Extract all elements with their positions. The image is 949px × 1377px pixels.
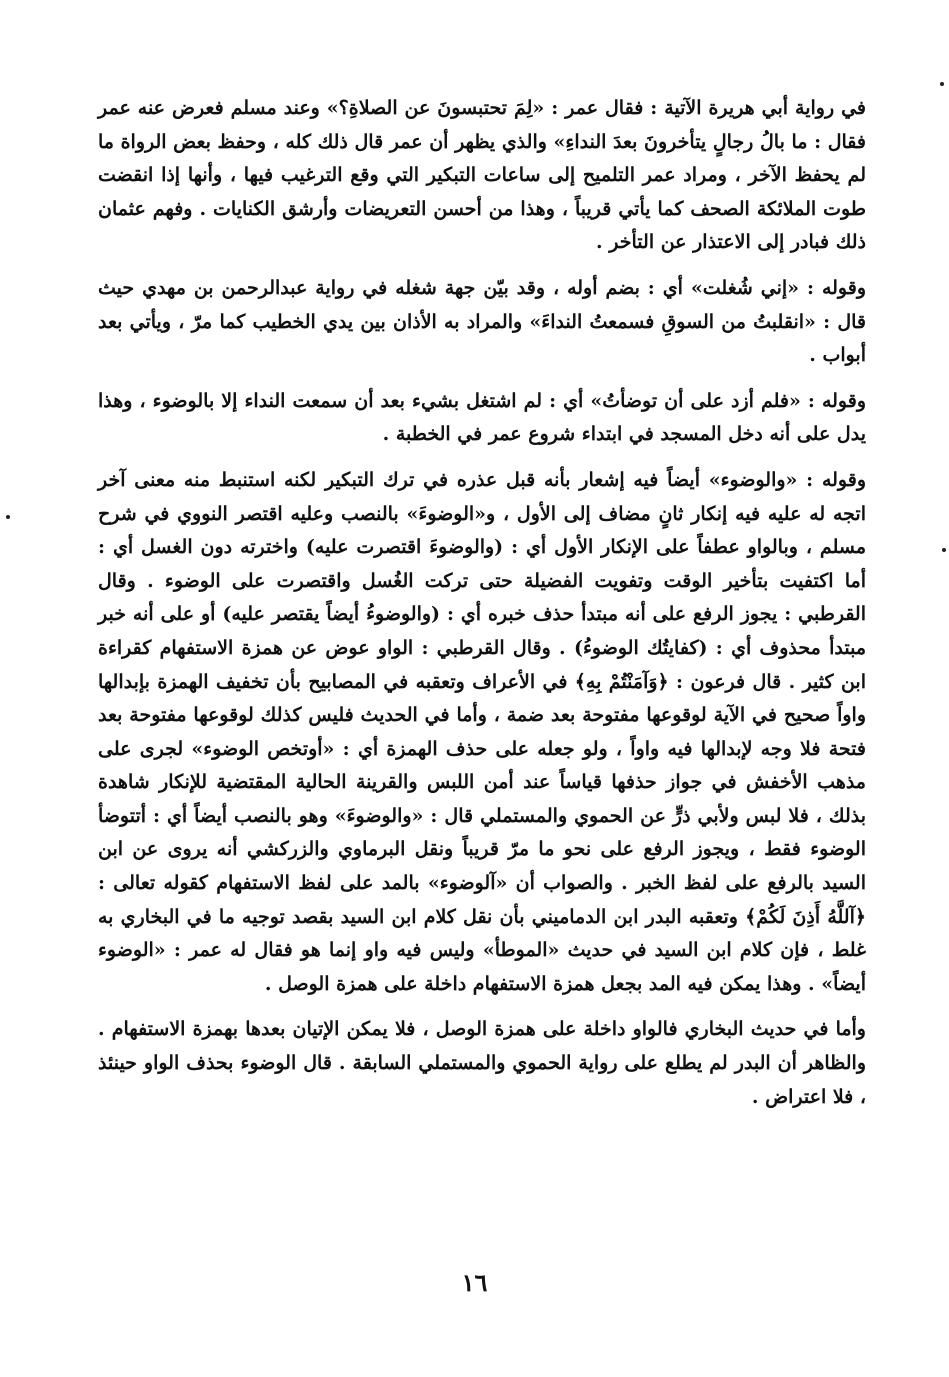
paragraph: وقوله : «فلم أزد على أن توضأتُ» أي : لم اشتغل بشيء بعد أن سمعت النداء إلا بالوضوء ، وهذا يدل على أنه دخل المسجد في ابتداء شروع عمر في الخطبة . <box>98 389 866 446</box>
body-text <box>98 92 866 1114</box>
paragraph: وأما في حديث البخاري فالواو داخلة على همزة الوصل ، فلا يمكن الإتيان بعدها بهمزة الاستفهام . والظاهر أن البدر لم يطلع على رواية الحموي والمستملي السابقة . قال الوضوء بحذف الواو حينئذ ، فلا اعتراض . <box>98 1018 866 1108</box>
paragraph: وقوله : «إني شُغلت» أي : بضم أوله ، وقد بيّن جهة شغله في رواية عبدالرحمن بن مهدي حيث قال : «انقلبتُ من السوقِ فسمعتُ النداءَ» والمراد به الأذان بين يدي الخطيب كما مرّ ، ويأتي بعد أبواب . <box>98 276 866 367</box>
margin-dot <box>6 515 10 519</box>
paragraph: في رواية أبي هريرة الآتية : فقال عمر : «لِمَ تحتبسونَ عن الصلاةِ؟» وعند مسلم فعرض عنه عمر فقال : ما بالُ رجالٍ يتأخرونَ بعدَ النداءِ» والذي يظهر أن عمر قال ذلك كله ، وحفظ بعض الرواة ما لم يحفظ الآخر ، ومراد عمر التلميح إلى ساعات التبكير التي وقع الترغيب فيها ، وأنها إذا انقضت طوت الملائكة الصحف كما يأتي قريباً ، وهذا من أحسن التعريضات وأرشق الكنايات . وفهم عثمان ذلك فبادر إلى الاعتذار عن التأخر . <box>98 97 866 254</box>
page-number: ١٦ <box>461 1268 488 1297</box>
paragraph: وقوله : «والوضوء» أيضاً فيه إشعار بأنه قبل عذره في ترك التبكير لكنه استنبط منه معنى آخر اتجه له عليه فيه إنكار ثانٍ مضاف إلى الأول ، و«الوضوءَ» بالنصب وعليه اقتصر النووي في شرح مسلم ، وبالواو عطفاً على الإنكار الأول أي : (والوضوءَ اقتصرت عليه) واخترته دون الغسل أي : أما اكتفيت بتأخير الوقت وتفويت الفضيلة حتى تركت الغُسل واقتصرت على الوضوء . وقال القرطبي : يجوز الرفع على أنه مبتدأ حذف خبره أي : (والوضوءُ أيضاً يقتصر عليه) أو على أنه خبر مبتدأ محذوف أي : (كفايتُك الوضوءُ) . وقال القرطبي : الواو عوض عن همزة الاستفهام كقراءة ابن كثير . قال فرعون : ﴿وَآمَنْتُمْ بِهِ﴾ في الأعراف وتعقبه في المصابيح بأن تخفيف الهمزة بإبدالها واواً صحيح في الآية لوقوعها مفتوحة بعد ضمة ، وأما في الحديث فليس كذلك لوقوعها مفتوحة بعد فتحة فلا وجه لإبدالها فيه واواً ، ولو جعله على حذف الهمزة أي : «أوتخص الوضوء» لجرى على مذهب الأخفش في جواز حذفها قياساً عند أمن اللبس والقرينة الحالية المقتضية للإنكار شاهدة بذلك ، فلا لبس ولأبي ذرٍّ عن الحموي والمستملي قال : «والوضوءَ» وهو بالنصب أيضاً أي : أتتوضأ الوضوء فقط ، ويجوز الرفع على نحو ما مرّ قريباً ونقل البرماوي والزركشي أنه يروى عن ابن السيد بالرفع على لفظ الخبر . والصواب أن «آلوضوء» بالمد على لفظ الاستفهام كقوله تعالى : ﴿آللَّهُ أَذِنَ لَكُمْ﴾ وتعقبه البدر ابن الدماميني بأن نقل كلام ابن السيد بقصد توجيه ما في البخاري به غلط ، فإن كلام ابن السيد في حديث «الموطأ» وليس فيه واو إنما هو فقال له عمر : «الوضوء أيضاً» . وهذا يمكن فيه المد بجعل همزة الاستفهام داخلة على همزة الوصل . <box>98 468 866 995</box>
margin-dot <box>940 82 944 86</box>
margin-dot <box>942 548 946 552</box>
